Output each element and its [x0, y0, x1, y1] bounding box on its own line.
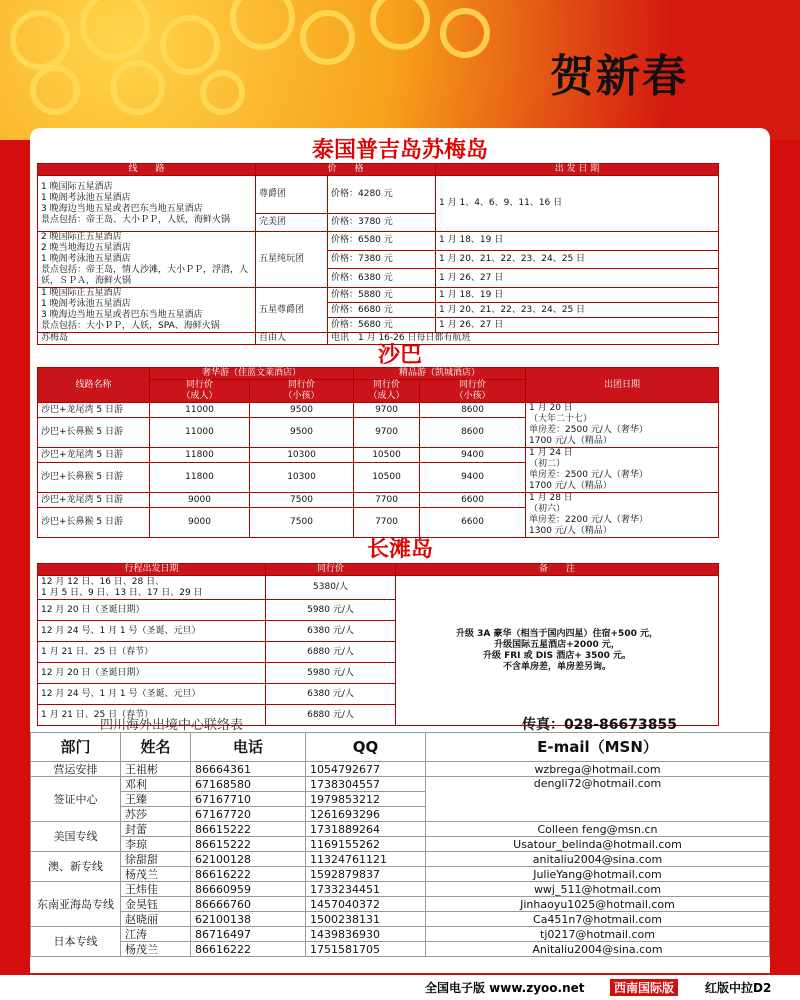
price-cell: 11000 — [150, 418, 250, 448]
email-cell[interactable]: Jinhaoyu1025@hotmail.com — [426, 897, 770, 912]
price-cell: 6880 元/人 — [266, 705, 396, 726]
price-cell: 9500 — [250, 403, 354, 418]
col-price: 同行价 — [266, 564, 396, 576]
name-cell: 杨茂兰 — [121, 867, 191, 882]
date-cell: 1 月 18、19 日 — [436, 288, 719, 303]
swirl-decoration — [200, 70, 245, 115]
qq-cell: 1439836930 — [306, 927, 426, 942]
date-cell: 1 月 21 日、25 日（春节） — [38, 642, 266, 663]
swirl-decoration — [160, 15, 220, 75]
price-cell: 价格：3780 元 — [328, 214, 436, 232]
name-cell: 李琼 — [121, 837, 191, 852]
price-cell: 8600 — [420, 403, 526, 418]
boracay-title: 长滩岛 — [366, 537, 433, 562]
route-cell: 沙巴+长鼻猴 5 日游 — [38, 508, 150, 538]
email-cell[interactable]: Ca451n7@hotmail.com — [426, 912, 770, 927]
qq-cell: 11324761121 — [306, 852, 426, 867]
route-cell: 沙巴+长鼻猴 5 日游 — [38, 463, 150, 493]
price-cell: 10500 — [354, 448, 420, 463]
col-price: 同行价 （成人） — [150, 380, 250, 403]
date-cell: 1 月 20 日 （大年二十七） 单房差：2500 元/人（奢华） 1700 元/人（精品） — [526, 403, 719, 448]
date-cell: 12 月 24 号、1 月 1 号（圣诞、元旦） — [38, 684, 266, 705]
route-cell: 苏梅岛 — [38, 333, 256, 345]
phone-cell: 86716497 — [191, 927, 306, 942]
phone-cell: 86616222 — [191, 942, 306, 957]
logo-text: 贺新春 — [550, 51, 688, 102]
price-cell: 6600 — [420, 493, 526, 508]
price-cell: 5980 元/人 — [266, 600, 396, 621]
price-cell: 9400 — [420, 448, 526, 463]
fax-number: 传真：028-86673855 — [522, 717, 677, 733]
date-cell: 12 月 20 日（圣诞日期） — [38, 663, 266, 684]
date-cell: 12 月 24 号、1 月 1 号（圣诞、元旦） — [38, 621, 266, 642]
date-cell: 1 月 20、21、22、23、24、25 日 — [436, 303, 719, 318]
name-cell: 王祖彬 — [121, 762, 191, 777]
price-cell: 10300 — [250, 448, 354, 463]
date-cell: 1 月 1、4、6、9、11、16 日 — [436, 176, 719, 232]
route-cell: 1 晚国际正五星酒店 1 晚阁考泳池五星酒店 3 晚海边当地五星或者巴东当地五星酒店 景点包括：大小ＰＰ，人妖，SPA、海鲜火锅 — [38, 288, 256, 333]
col-price: 同行价 （小孩） — [420, 380, 526, 403]
qq-cell: 1738304557 — [306, 777, 426, 792]
phone-cell: 86664361 — [191, 762, 306, 777]
dept-cell: 签证中心 — [31, 777, 121, 822]
footer-edition: 西南国际版 — [610, 979, 678, 996]
dept-cell: 日本专线 — [31, 927, 121, 957]
qq-cell: 1169155262 — [306, 837, 426, 852]
col-fine: 精品游（凯城酒店） — [354, 368, 526, 380]
qq-cell: 1500238131 — [306, 912, 426, 927]
tour-type: 五星纯玩团 — [256, 232, 328, 288]
name-cell: 封蕾 — [121, 822, 191, 837]
price-cell: 价格：5680 元 — [328, 318, 436, 333]
sabah-title: 沙巴 — [377, 343, 422, 368]
phone-cell: 62100128 — [191, 852, 306, 867]
thailand-title: 泰国普吉岛苏梅岛 — [311, 138, 488, 163]
date-cell: 12 月 12 日、16 日、28 日、 1 月 5 日、9 日、13 日、17 日、29 日 — [38, 576, 266, 600]
phone-cell: 67167710 — [191, 792, 306, 807]
email-cell[interactable]: Colleen feng@msn.cn — [426, 822, 770, 837]
price-cell: 6380 元/人 — [266, 621, 396, 642]
route-cell: 2 晚国际正五星酒店 2 晚当地海边五星酒店 1 晚阁考泳池五星酒店 景点包括：帝王岛，情人沙滩，大小ＰＰ，浮潜，人妖，ＳＰＡ，海鲜火锅 — [38, 232, 256, 288]
note-cell: 电讯 1 月 16-26 日每日都有航班 — [328, 333, 719, 345]
contact-table — [30, 732, 770, 957]
contact-title: 四川海外出境中心联络表 — [100, 718, 244, 733]
tour-type: 完美团 — [256, 214, 328, 232]
price-cell: 7500 — [250, 493, 354, 508]
col-luxury: 奢华游（佳蓝文莱酒店） — [150, 368, 354, 380]
dept-cell: 营运安排 — [31, 762, 121, 777]
price-cell: 价格：6680 元 — [328, 303, 436, 318]
col-date: 行程出发日期 — [38, 564, 266, 576]
phone-cell: 67168580 — [191, 777, 306, 792]
qq-cell: 1733234451 — [306, 882, 426, 897]
name-cell: 赵晓丽 — [121, 912, 191, 927]
route-cell: 1 晚国际五星酒店 1 晚阁考泳池五星酒店 3 晚海边当地五星或者巴东当地五星酒店 景点包括：帝王岛、大小ＰＰ，人妖，海鲜火锅 — [38, 176, 256, 232]
col-note: 备 注 — [396, 564, 719, 576]
boracay-table — [37, 563, 719, 726]
price-cell: 6600 — [420, 508, 526, 538]
qq-cell: 1731889264 — [306, 822, 426, 837]
col-dept: 部门 — [31, 733, 121, 762]
email-cell[interactable]: tj0217@hotmail.com — [426, 927, 770, 942]
qq-cell: 1261693296 — [306, 807, 426, 822]
date-cell: 1 月 18、19 日 — [436, 232, 719, 251]
price-cell: 价格：6380 元 — [328, 269, 436, 288]
date-cell: 1 月 26、27 日 — [436, 318, 719, 333]
price-cell: 6880 元/人 — [266, 642, 396, 663]
qq-cell: 1054792677 — [306, 762, 426, 777]
phone-cell: 67167720 — [191, 807, 306, 822]
date-cell: 1 月 20、21、22、23、24、25 日 — [436, 250, 719, 269]
price-cell: 7700 — [354, 508, 420, 538]
price-cell: 5980 元/人 — [266, 663, 396, 684]
email-cell[interactable]: Usatour_belinda@hotmail.com — [426, 837, 770, 852]
footer-site: 全国电子版 www.zyoo.net — [425, 981, 585, 995]
date-cell: 12 月 20 日（圣诞日期） — [38, 600, 266, 621]
dept-cell: 澳、新专线 — [31, 852, 121, 882]
name-cell: 邓利 — [121, 777, 191, 792]
phone-cell: 86660959 — [191, 882, 306, 897]
new-year-logo — [550, 20, 780, 130]
tour-type: 自由人 — [256, 333, 328, 345]
name-cell: 江涛 — [121, 927, 191, 942]
phone-cell: 62100138 — [191, 912, 306, 927]
name-cell: 王臻 — [121, 792, 191, 807]
price-cell: 11800 — [150, 463, 250, 493]
price-cell: 9400 — [420, 463, 526, 493]
col-route: 线路名称 — [38, 368, 150, 403]
email-cell[interactable]: JulieYang@hotmail.com — [426, 867, 770, 882]
price-cell: 10300 — [250, 463, 354, 493]
price-cell: 9500 — [250, 418, 354, 448]
email-cell[interactable]: wzbrega@hotmail.com — [426, 762, 770, 777]
route-cell: 沙巴+龙尾湾 5 日游 — [38, 493, 150, 508]
col-price: 同行价 （成人） — [354, 380, 420, 403]
swirl-decoration — [230, 0, 295, 50]
route-cell: 沙巴+龙尾湾 5 日游 — [38, 448, 150, 463]
dept-cell: 美国专线 — [31, 822, 121, 852]
phone-cell: 86615222 — [191, 837, 306, 852]
swirl-decoration — [30, 65, 80, 115]
date-cell: 1 月 24 日 （初二） 单房差：2500 元/人（奢华） 1700 元/人（精品） — [526, 448, 719, 493]
qq-cell: 1979853212 — [306, 792, 426, 807]
name-cell: 杨茂兰 — [121, 942, 191, 957]
col-phone: 电话 — [191, 733, 306, 762]
note-cell: 升级 3A 豪华（相当于国内四星）住宿+500 元， 升级国际五星酒店+2000 元， 升级 FRI 或 DIS 酒店+ 3500 元。 不含单房差，单房差另询。 — [396, 576, 719, 726]
page-footer — [0, 975, 800, 1000]
phone-cell: 86616222 — [191, 867, 306, 882]
tour-type: 尊爵团 — [256, 176, 328, 214]
route-cell: 沙巴+长鼻猴 5 日游 — [38, 418, 150, 448]
price-cell: 价格：7380 元 — [328, 250, 436, 269]
price-cell: 价格：5880 元 — [328, 288, 436, 303]
price-cell: 9000 — [150, 508, 250, 538]
date-cell: 1 月 28 日 （初六） 单房差：2200 元/人（奢华） 1300 元/人（精品） — [526, 493, 719, 538]
col-price: 价 格 — [256, 164, 436, 176]
route-cell: 沙巴+龙尾湾 5 日游 — [38, 403, 150, 418]
qq-cell: 1457040372 — [306, 897, 426, 912]
col-date: 出 发 日 期 — [436, 164, 719, 176]
email-cell[interactable]: dengli72@hotmail.com — [426, 777, 770, 822]
phone-cell: 86666760 — [191, 897, 306, 912]
col-route: 线 路 — [38, 164, 256, 176]
col-email: E-mail（MSN） — [426, 733, 770, 762]
price-cell: 价格：4280 元 — [328, 176, 436, 214]
price-cell: 6380 元/人 — [266, 684, 396, 705]
footer-page: 红版中拉D2 — [705, 981, 772, 995]
phone-cell: 86615222 — [191, 822, 306, 837]
sabah-table — [37, 367, 719, 538]
dept-cell: 东南亚海岛专线 — [31, 882, 121, 927]
swirl-decoration — [300, 10, 355, 65]
thailand-table — [37, 163, 719, 345]
price-cell: 8600 — [420, 418, 526, 448]
price-cell: 11000 — [150, 403, 250, 418]
email-cell[interactable]: Anitaliu2004@sina.com — [426, 942, 770, 957]
swirl-decoration — [440, 8, 490, 58]
name-cell: 徐甜甜 — [121, 852, 191, 867]
price-cell: 9000 — [150, 493, 250, 508]
swirl-decoration — [370, 0, 430, 50]
price-cell: 5380/人 — [266, 576, 396, 600]
tour-type: 五星尊爵团 — [256, 288, 328, 333]
name-cell: 王炜佳 — [121, 882, 191, 897]
email-cell[interactable]: anitaliu2004@sina.com — [426, 852, 770, 867]
col-date: 出团日期 — [526, 368, 719, 403]
qq-cell: 1592879837 — [306, 867, 426, 882]
name-cell: 金昊钰 — [121, 897, 191, 912]
col-qq: QQ — [306, 733, 426, 762]
col-name: 姓名 — [121, 733, 191, 762]
price-cell: 7700 — [354, 493, 420, 508]
qq-cell: 1751581705 — [306, 942, 426, 957]
price-cell: 价格：6580 元 — [328, 232, 436, 251]
col-price: 同行价 （小孩） — [250, 380, 354, 403]
date-cell: 1 月 21 日、25 日（春节） — [38, 705, 266, 726]
email-cell[interactable]: wwj_511@hotmail.com — [426, 882, 770, 897]
price-cell: 10500 — [354, 463, 420, 493]
name-cell: 苏莎 — [121, 807, 191, 822]
price-cell: 9700 — [354, 403, 420, 418]
swirl-decoration — [110, 60, 165, 115]
price-cell: 11800 — [150, 448, 250, 463]
date-cell: 1 月 26、27 日 — [436, 269, 719, 288]
swirl-decoration — [80, 0, 150, 60]
price-cell: 7500 — [250, 508, 354, 538]
swirl-decoration — [10, 10, 70, 70]
price-cell: 9700 — [354, 418, 420, 448]
